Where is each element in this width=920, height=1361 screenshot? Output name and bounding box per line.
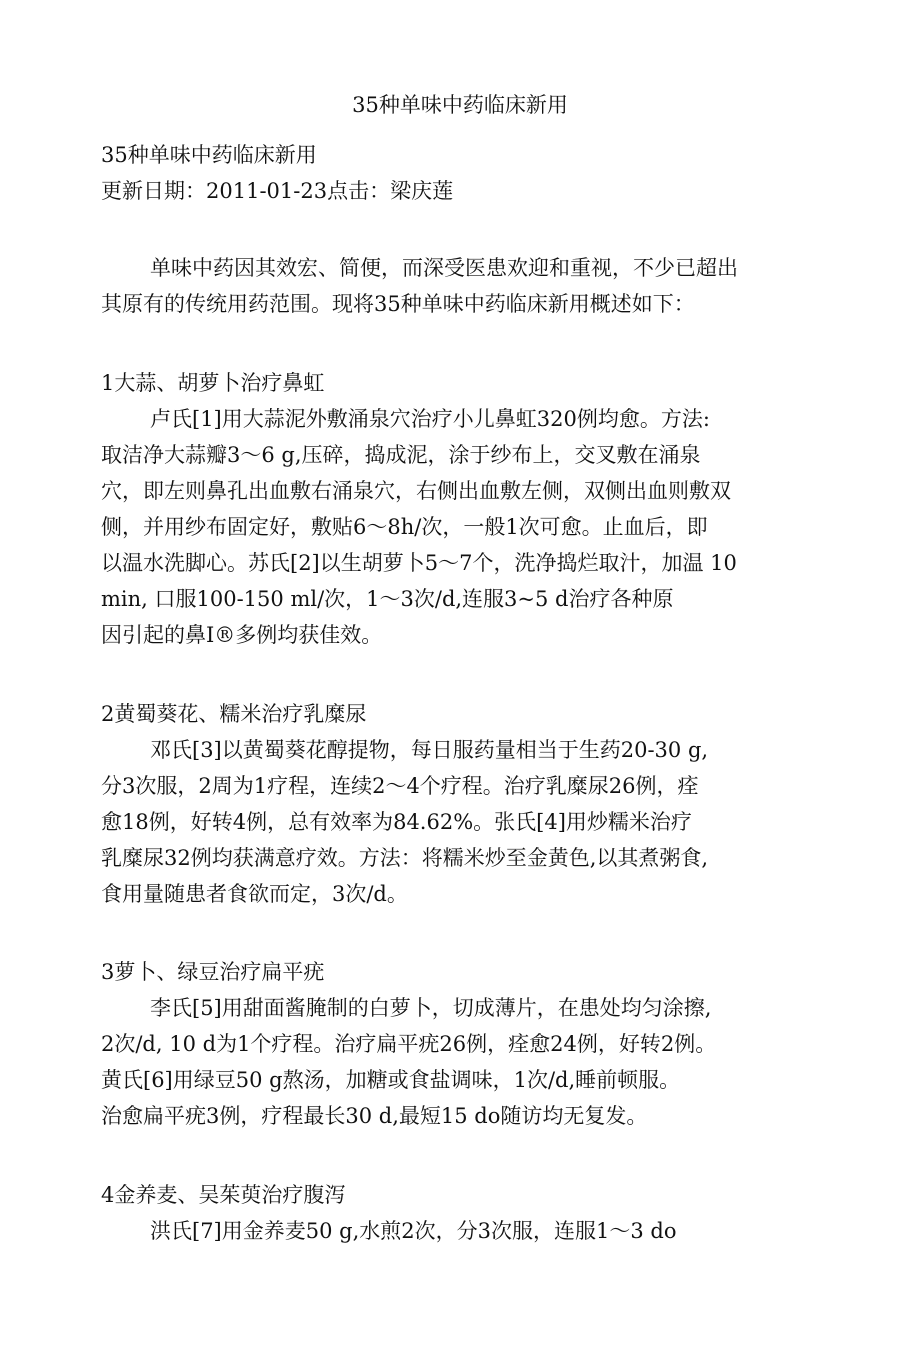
section-heading: 2黄蜀葵花、糯米治疗乳糜尿 <box>101 702 367 726</box>
document-meta: 更新日期：2011-01-23点击：梁庆莲 <box>101 179 454 203</box>
paragraph-line: 李氏[5]用甜面酱腌制的白萝卜，切成薄片，在患处均匀涂擦, <box>150 996 712 1020</box>
paragraph-line: 治愈扁平疣3例，疗程最长30 d,最短15 do随访均无复发。 <box>101 1104 648 1128</box>
paragraph-line: 侧，并用纱布固定好，敷贴6～8h/次，一般1次可愈。止血后，即 <box>101 515 708 539</box>
intro-line: 单味中药因其效宏、简便，而深受医患欢迎和重视，不少已超出 <box>150 256 738 280</box>
paragraph-line: 取洁净大蒜瓣3～6 g,压碎，捣成泥，涂于纱布上，交叉敷在涌泉 <box>101 443 701 467</box>
section-heading: 3萝卜、绿豆治疗扁平疣 <box>101 960 325 984</box>
paragraph-line: 乳糜尿32例均获满意疗效。方法：将糯米炒至金黄色,以其煮粥食, <box>101 846 709 870</box>
document-subtitle: 35种单味中药临床新用 <box>101 143 317 167</box>
section-heading: 1大蒜、胡萝卜治疗鼻虹 <box>101 371 325 395</box>
intro-line: 其原有的传统用药范围。现将35种单味中药临床新用概述如下： <box>101 292 695 316</box>
paragraph-line: 分3次服，2周为1疗程，连续2～4个疗程。治疗乳糜尿26例，痊 <box>101 774 699 798</box>
paragraph-line: 黄氏[6]用绿豆50 g熬汤，加糖或食盐调味，1次/d,睡前顿服。 <box>101 1068 681 1092</box>
paragraph-line: 因引起的鼻I®多例均获佳效。 <box>101 623 383 647</box>
paragraph-line: 邓氏[3]以黄蜀葵花醇提物，每日服药量相当于生药20-30 g, <box>150 738 709 762</box>
document-title: 35种单味中药临床新用 <box>352 93 568 117</box>
paragraph-line: 以温水洗脚心。苏氏[2]以生胡萝卜5～7个，洗净捣烂取汁，加温 10 <box>101 551 737 575</box>
section-heading: 4金养麦、吴茱萸治疗腹泻 <box>101 1183 346 1207</box>
paragraph-line: 愈18例，好转4例，总有效率为84.62%。张氏[4]用炒糯米治疗 <box>101 810 692 834</box>
paragraph-line: 食用量随患者食欲而定，3次/d。 <box>101 882 408 906</box>
paragraph-line: min, 口服100-150 ml/次，1～3次/d,连服3~5 d治疗各种原 <box>101 587 674 611</box>
paragraph-line: 卢氏[1]用大蒜泥外敷涌泉穴治疗小儿鼻虹320例均愈。方法: <box>150 407 710 431</box>
paragraph-line: 穴，即左则鼻孔出血敷右涌泉穴，右侧出血敷左侧，双侧出血则敷双 <box>101 479 731 503</box>
paragraph-line: 洪氏[7]用金养麦50 g,水煎2次，分3次服，连服1～3 do <box>150 1219 677 1243</box>
paragraph-line: 2次/d, 10 d为1个疗程。治疗扁平疣26例，痊愈24例，好转2例。 <box>101 1032 717 1056</box>
